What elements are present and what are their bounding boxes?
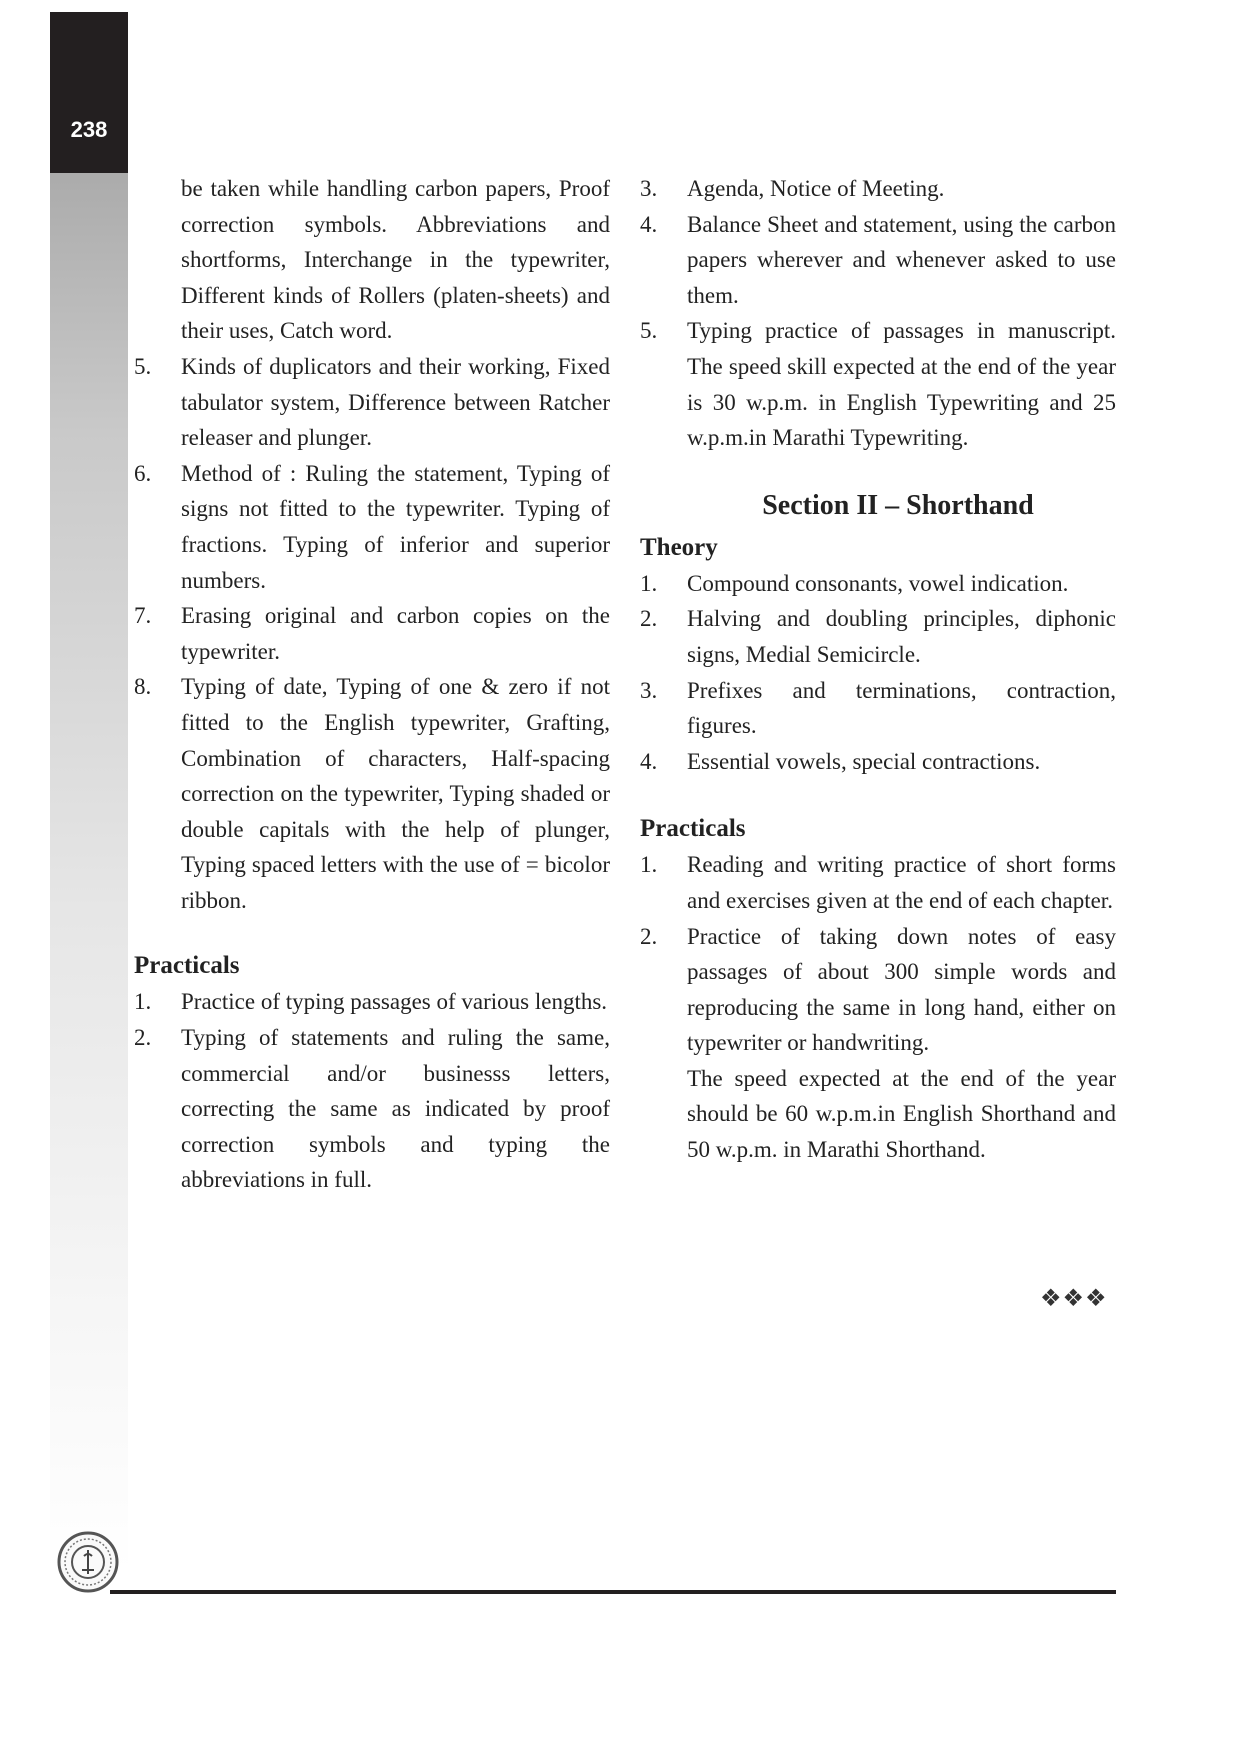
side-gradient-bar bbox=[50, 12, 128, 1572]
item-number: 5. bbox=[134, 353, 152, 379]
item-text: Kinds of duplicators and their working, Fixed tabulator system, Difference between Ratcher releaser and plunger. bbox=[181, 353, 610, 451]
item-number: 5. bbox=[640, 318, 658, 344]
list-item bbox=[134, 456, 610, 598]
item-text: Compound consonants, vowel indication. bbox=[687, 570, 1069, 596]
list-item bbox=[640, 919, 1116, 1061]
item-text: Prefixes and terminations, contraction, figures. bbox=[687, 677, 1116, 739]
list-item bbox=[640, 566, 1116, 602]
theory-heading: Theory bbox=[640, 533, 718, 561]
item-number: 3. bbox=[640, 176, 658, 201]
continued-paragraph: be taken while handling carbon papers, Proof correction symbols. Abbreviations and shortforms, Interchange in the typewriter, Different kinds of Rollers (platen-sheets) and their uses, Catch word. bbox=[181, 176, 610, 344]
list-item bbox=[640, 847, 1116, 918]
item-number: 1. bbox=[640, 570, 658, 596]
end-ornament: ❖❖❖ bbox=[1040, 1286, 1108, 1312]
item-text: Halving and doubling principles, diphonic signs, Medial Semicircle. bbox=[687, 606, 1116, 667]
item-number: 2. bbox=[640, 606, 658, 632]
item-text: Method of : Ruling the statement, Typing of signs not fitted to the typewriter. Typing of fractions. Typing of inferior and superior numbers. bbox=[181, 460, 610, 593]
list-item bbox=[640, 207, 1116, 314]
item-number: 3. bbox=[640, 677, 658, 703]
item-number: 1. bbox=[134, 989, 152, 1015]
list-item bbox=[134, 669, 610, 918]
list-item bbox=[134, 598, 610, 669]
item-text: Practice of taking down notes of easy passages of about 300 simple words and reproducing the same in long hand, either on typewriter or handwriting. bbox=[687, 923, 1116, 1056]
right-column bbox=[640, 171, 1116, 1168]
list-item bbox=[134, 1020, 610, 1198]
item-text: Typing practice of passages in manuscript. The speed skill expected at the end of the year is 30 w.p.m. in English Typewriting and 25 w.p.m.in Marathi Typewriting. bbox=[687, 318, 1116, 451]
item-number: 4. bbox=[640, 748, 658, 774]
page-number: 238 bbox=[70, 117, 108, 142]
item-text: Agenda, Notice of Meeting. bbox=[687, 176, 945, 201]
item-number: 2. bbox=[134, 1025, 152, 1051]
item-number: 2. bbox=[640, 923, 658, 949]
practicals-heading: Practicals bbox=[640, 815, 746, 843]
item-text: Essential vowels, special contractions. bbox=[687, 748, 1041, 774]
practicals-heading: Practicals bbox=[134, 952, 240, 980]
item-number: 6. bbox=[134, 460, 152, 486]
item-text: Typing of statements and ruling the same, commercial and/or businesss letters, correcting the same as indicated by proof correction symbols and typing the abbreviations in full. bbox=[181, 1025, 610, 1193]
item-text: Typing of date, Typing of one & zero if not fitted to the English typewriter, Grafting, Combination of characters, Half-spacing correction on the typewriter, Typing shaded or double capitals with the help of plunger, Typing spaced letters with the use of = bicolor ribbon. bbox=[181, 674, 610, 913]
list-item bbox=[640, 744, 1116, 780]
page-number-tab bbox=[50, 12, 128, 173]
item-text: Practice of typing passages of various lengths. bbox=[181, 989, 608, 1015]
list-item bbox=[640, 601, 1116, 672]
item-number: 1. bbox=[640, 852, 658, 878]
footer-rule bbox=[110, 1590, 1116, 1594]
item-number: 8. bbox=[134, 674, 152, 700]
item-number: 7. bbox=[134, 603, 152, 629]
list-item bbox=[134, 349, 610, 456]
section-title: Section II – Shorthand bbox=[762, 489, 1034, 521]
emblem-icon bbox=[56, 1530, 120, 1594]
list-item bbox=[640, 673, 1116, 744]
closing-note: The speed expected at the end of the year should be 60 w.p.m.in English Shorthand and 50 w.p.m. in Marathi Shorthand. bbox=[687, 1065, 1116, 1163]
left-column bbox=[134, 171, 610, 1198]
item-number: 4. bbox=[640, 211, 658, 237]
item-text: Reading and writing practice of short forms and exercises given at the end of each chapter. bbox=[687, 852, 1116, 913]
item-text: Erasing original and carbon copies on the typewriter. bbox=[181, 603, 610, 664]
list-item bbox=[640, 313, 1116, 455]
list-item bbox=[134, 984, 610, 1020]
list-item bbox=[640, 171, 1116, 207]
item-text: Balance Sheet and statement, using the carbon papers wherever and whenever asked to use them. bbox=[687, 211, 1116, 308]
